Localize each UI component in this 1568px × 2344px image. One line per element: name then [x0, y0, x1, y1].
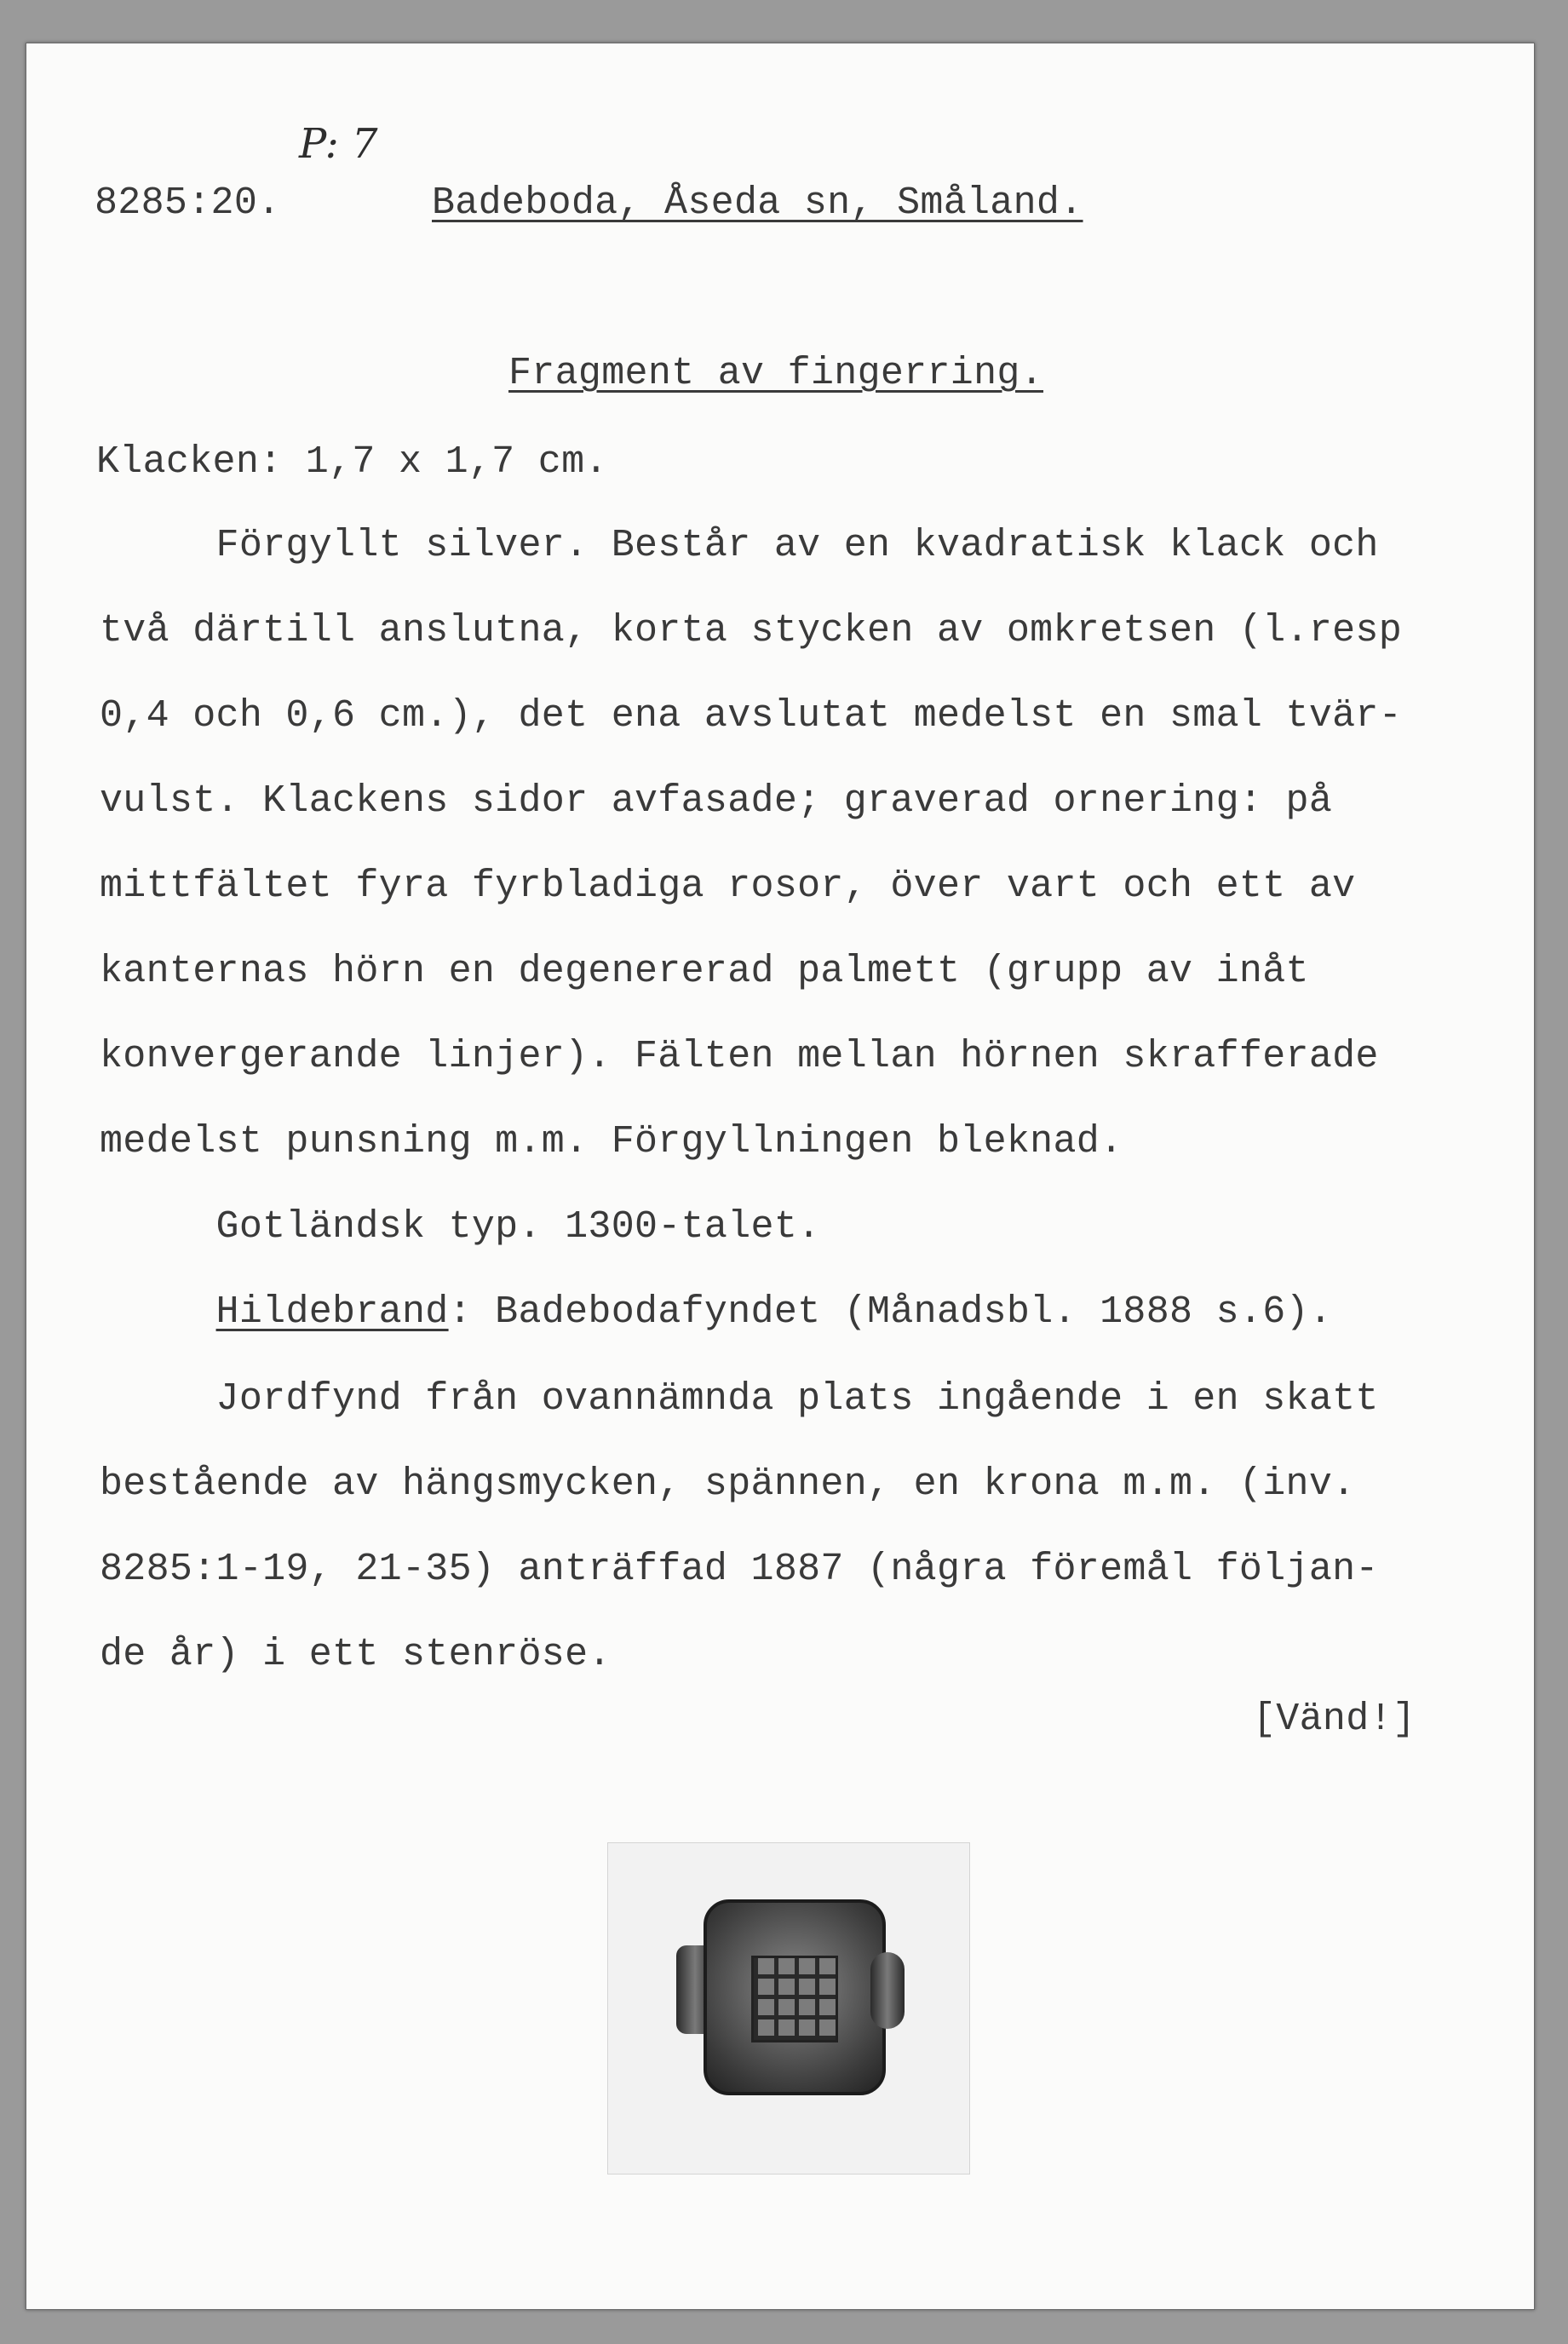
catalog-card — [26, 43, 1535, 2310]
ring-shank-right — [870, 1952, 905, 2029]
description-line-8: medelst punsning m.m. Förgyllningen bleknad. — [100, 1120, 1123, 1163]
ring-bezel — [704, 1899, 886, 2095]
find-line-1: Jordfynd från ovannämnda plats ingående i en skatt — [100, 1377, 1379, 1421]
description-line-4: vulst. Klackens sidor avfasade; graverad ornering: på — [100, 779, 1333, 823]
description-line-1: Förgyllt silver. Består av en kvadratisk klack och — [100, 524, 1379, 567]
ring-engraved-field — [751, 1956, 838, 2042]
description-line-5: mittfältet fyra fyrbladiga rosor, över vart och ett av — [100, 865, 1356, 908]
ring-photo — [607, 1842, 970, 2175]
description-line-2: två därtill anslutna, korta stycken av omkretsen (l.resp — [100, 609, 1403, 652]
reference-author: Hildebrand — [215, 1290, 449, 1334]
turn-note: [Vänd!] — [1253, 1698, 1416, 1741]
handwritten-mark: P: 7 — [299, 120, 378, 168]
type-dating: Gotländsk typ. 1300-talet. — [100, 1205, 821, 1249]
description-line-6: kanternas hörn en degenererad palmett (grupp av inåt — [100, 950, 1309, 993]
measurement: Klacken: 1,7 x 1,7 cm. — [96, 440, 608, 484]
find-location: Badeboda, Åseda sn, Småland. — [432, 181, 1083, 225]
description-line-3: 0,4 och 0,6 cm.), det ena avslutat medelst en smal tvär- — [100, 694, 1403, 738]
find-line-3: 8285:1-19, 21-35) anträffad 1887 (några föremål följan- — [100, 1548, 1379, 1591]
inventory-number: 8285:20. — [95, 181, 281, 225]
reference-text: : Badebodafyndet (Månadsbl. 1888 s.6). — [448, 1290, 1333, 1334]
description-line-7: konvergerande linjer). Fälten mellan hörnen skrafferade — [100, 1035, 1379, 1078]
find-line-2: bestående av hängsmycken, spännen, en krona m.m. (inv. — [100, 1462, 1356, 1506]
find-line-4: de år) i ett stenröse. — [100, 1633, 612, 1676]
reference-line — [100, 1290, 1332, 1334]
object-title: Fragment av fingerring. — [508, 352, 1044, 395]
